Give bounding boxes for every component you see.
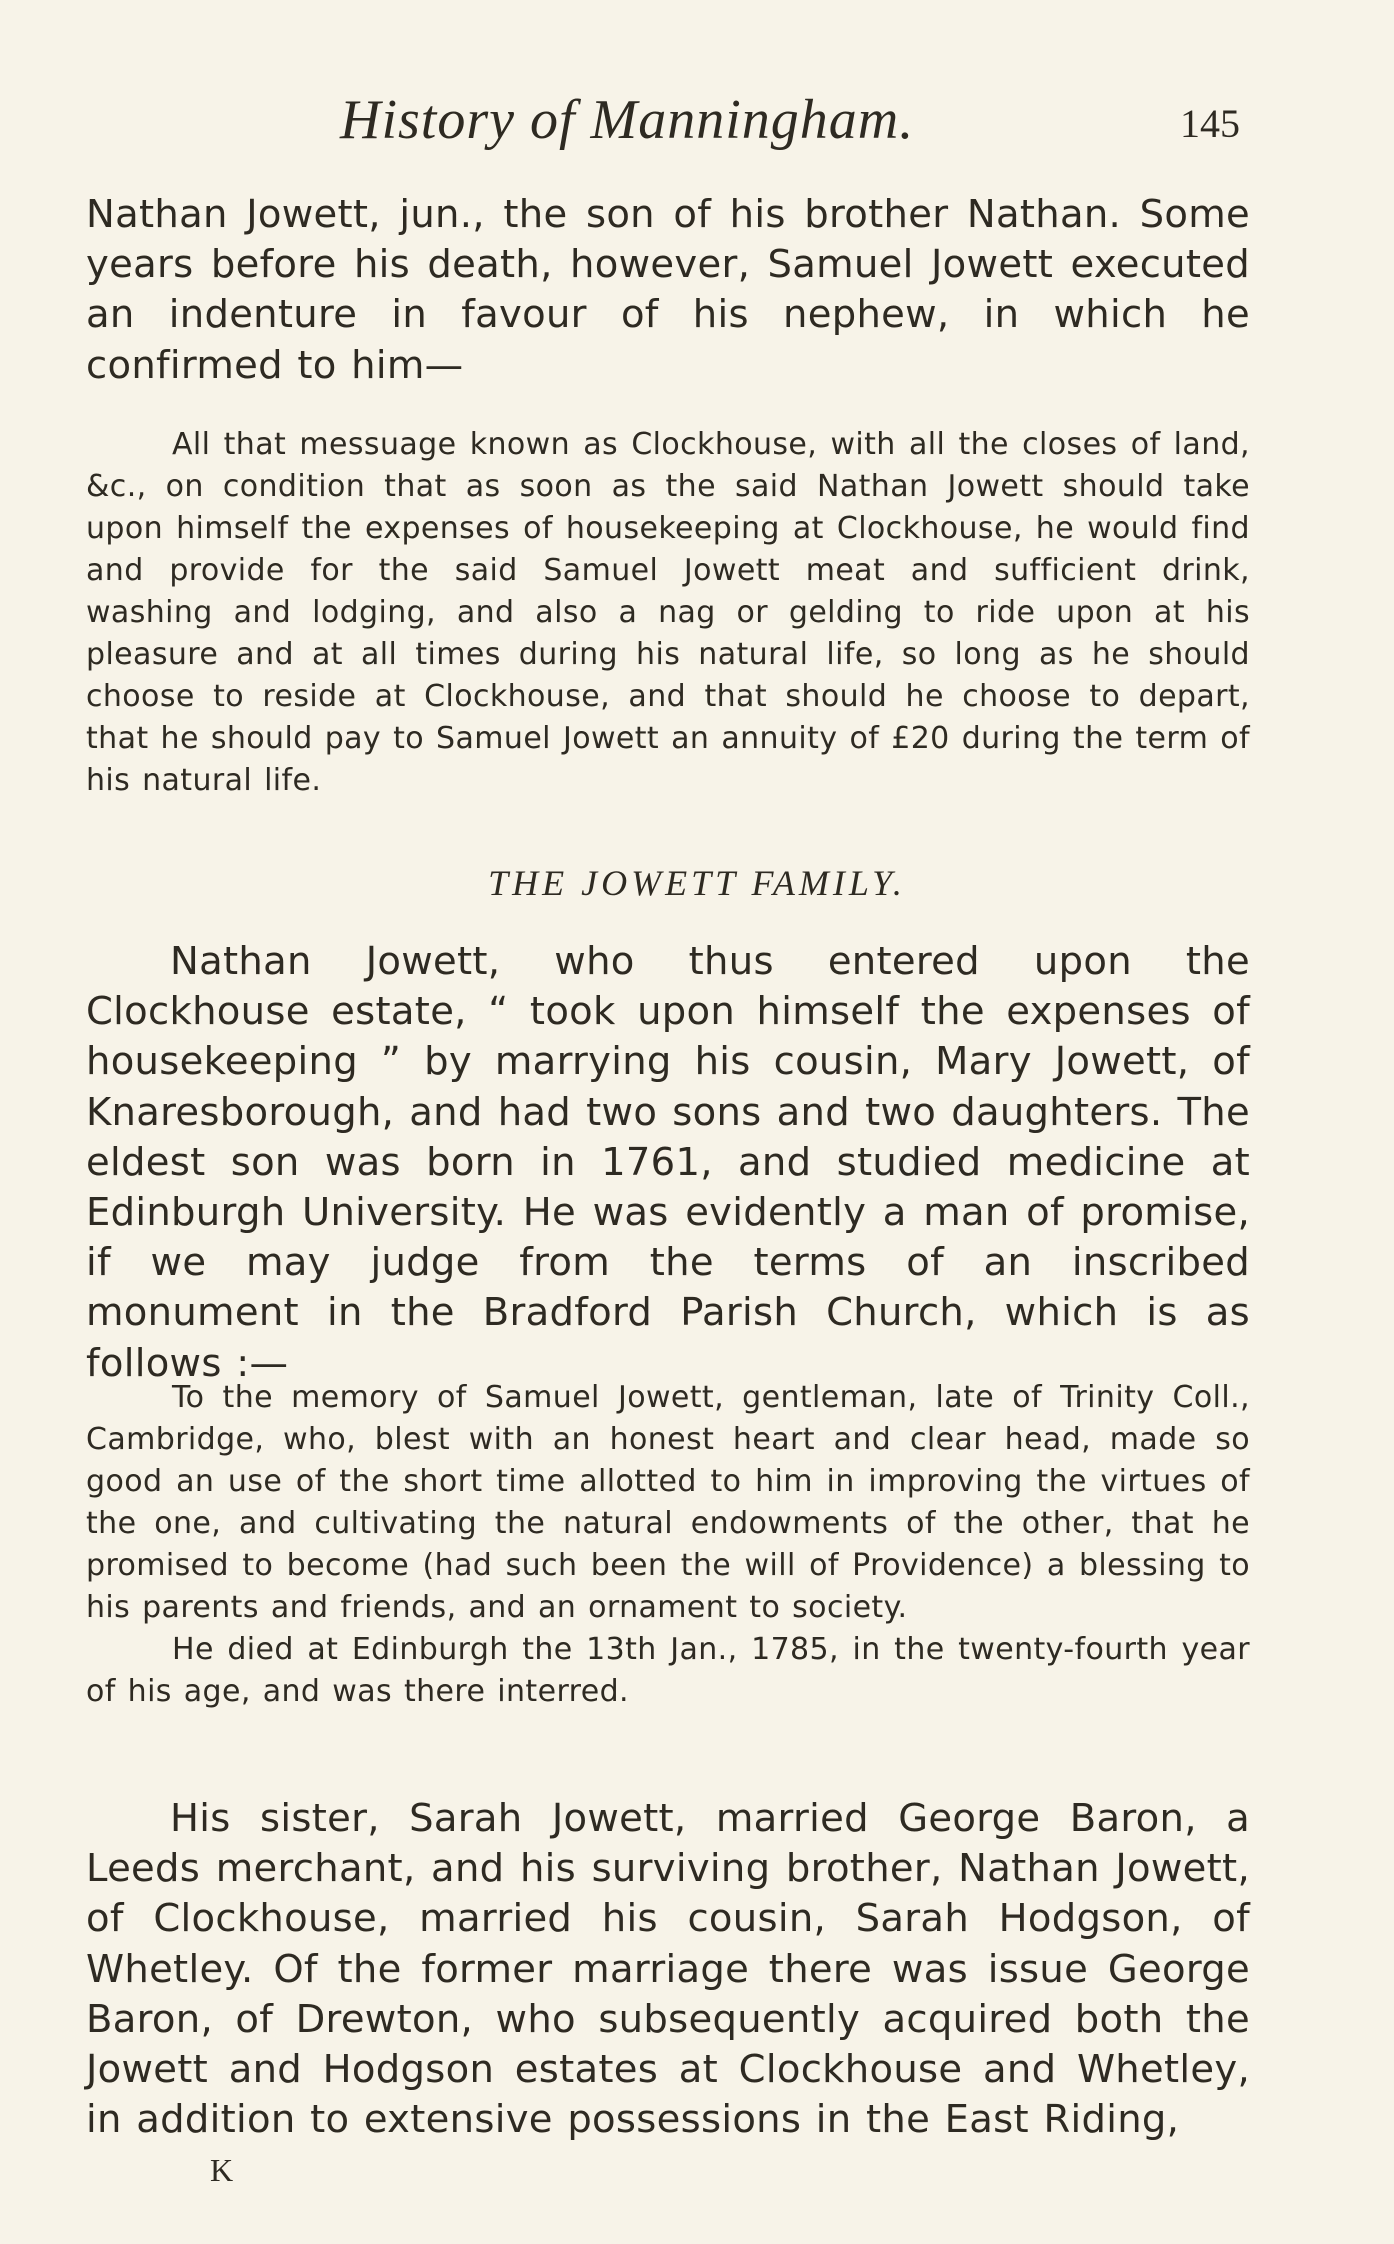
- page-number: 145: [1180, 101, 1240, 146]
- family-intro-paragraph: [86, 937, 1250, 1389]
- indenture-quote: [86, 424, 1250, 802]
- running-title: History of Manningham.: [340, 89, 915, 151]
- monument-inscription-text: To the memory of Samuel Jowett, gentleman, late of Trinity Coll., Cambridge, who, blest with an honest heart and clear head, made so good an use of the short time allotted to him in improving the virtues of the one, and cultivating the natural endowments of the other, that he promised to become (had such been the will of Providence) a blessing to his parents and friends, and an ornament to society.: [86, 1380, 1250, 1625]
- section-heading: THE JOWETT FAMILY.: [488, 863, 906, 903]
- monument-death-text: He died at Edinburgh the 13th Jan., 1785, in the twenty-fourth year of his age, and was there interred.: [86, 1632, 1250, 1709]
- opening-paragraph: [86, 190, 1250, 391]
- signature-mark: K: [210, 2152, 234, 2188]
- family-intro-text: Nathan Jowett, who thus entered upon the Clockhouse estate, “ took upon himself the expenses of housekeeping ” by marrying his cousin, Mary Jowett, of Knaresborough, and had two sons and two daughters. The eldest son was born in 1761, and studied medicine at Edinburgh University. He was evidently a man of promise, if we may judge from the terms of an inscribed monument in the Bradford Parish Church, which is as follows :—: [86, 939, 1250, 1386]
- closing-paragraph: [86, 1794, 1250, 2145]
- closing-paragraph-text: His sister, Sarah Jowett, married George Baron, a Leeds merchant, and his surviving brother, Nathan Jowett, of Clockhouse, married his cousin, Sarah Hodgson, of Whetley. Of the former marriage there was issue George Baron, of Drewton, who subsequently acquired both the Jowett and Hodgson estates at Clockhouse and Whetley, in addition to extensive possessions in the East Riding,: [86, 1796, 1250, 2143]
- indenture-quote-text: All that messuage known as Clockhouse, with all the closes of land, &c., on condition that as soon as the said Nathan Jowett should take upon himself the expenses of housekeeping at Clockhouse, he would find and provide for the said Samuel Jowett meat and sufficient drink, washing and lodging, and also a nag or gelding to ride upon at his pleasure and at all times during his natural life, so long as he should choose to reside at Clockhouse, and that should he choose to depart, that he should pay to Samuel Jowett an annuity of £20 during the term of his natural life.: [86, 427, 1250, 798]
- opening-paragraph-text: Nathan Jowett, jun., the son of his brother Nathan. Some years before his death, however, Samuel Jowett executed an indenture in favour of his nephew, in which he confirmed to him—: [86, 192, 1250, 388]
- monument-inscription: [86, 1377, 1250, 1713]
